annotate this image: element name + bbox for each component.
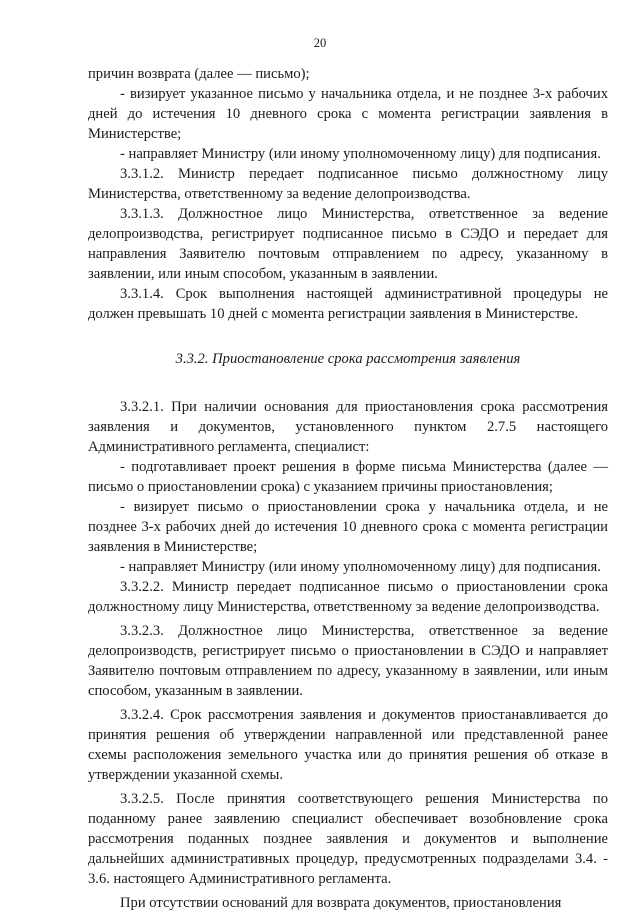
paragraph: 3.3.2.3. Должностное лицо Министерства, ответственное за ведение делопроизводств, регистрирует письмо о приостановлении в СЭДО и направляет Заявителю почтовым отправлением по адресу, указанному в заявлении, или иным способом, указанным в заявлении. bbox=[88, 623, 608, 699]
paragraph: 3.3.1.3. Должностное лицо Министерства, ответственное за ведение делопроизводства, регистрирует подписанное письмо в СЭДО и передает для направления Заявителю почтовым отправлением по адресу, указанному в заявлении, или иным способом, указанным в заявлении. bbox=[88, 206, 608, 282]
paragraph: 3.3.1.4. Срок выполнения настоящей административной процедуры не должен превышать 10 дней с момента регистрации заявления в Министерстве. bbox=[88, 286, 608, 322]
list-item: - подготавливает проект решения в форме письма Министерства (далее — письмо о приостановлении срока) с указанием причины приостановления; bbox=[88, 459, 608, 495]
paragraph: При отсутствии оснований для возврата документов, приостановления bbox=[120, 895, 562, 911]
paragraph: причин возврата (далее — письмо); bbox=[88, 66, 310, 82]
paragraph: 3.3.2.1. При наличии основания для приостановления срока рассмотрения заявления и документов, установленного пунктом 2.7.5 настоящего Административного регламента, специалист: bbox=[88, 399, 608, 455]
document-body bbox=[88, 64, 608, 913]
paragraph: 3.3.2.4. Срок рассмотрения заявления и документов приостанавливается до принятия решения об утверждении направленной или представленной ранее схемы расположения земельного участка или до принятия решения об отказе в утверждении указанной схемы. bbox=[88, 707, 608, 783]
list-item: - визирует указанное письмо у начальника отдела, и не позднее 3-х рабочих дней до истечения 10 дневного срока с момента регистрации заявления в Министерстве; bbox=[88, 86, 608, 142]
page-number: 20 bbox=[313, 36, 327, 50]
list-item: - визирует письмо о приостановлении срока у начальника отдела, и не позднее 3-х рабочих дней до истечения 10 дневного срока с момента регистрации заявления в Министерстве; bbox=[88, 499, 608, 555]
paragraph: 3.3.2.2. Министр передает подписанное письмо о приостановлении срока должностному лицу Министерства, ответственному за ведение делопроизводства. bbox=[88, 579, 608, 615]
section-heading: 3.3.2. Приостановление срока рассмотрения заявления bbox=[175, 351, 521, 367]
list-item: - направляет Министру (или иному уполномоченному лицу) для подписания. bbox=[120, 146, 601, 162]
paragraph: 3.3.1.2. Министр передает подписанное письмо должностному лицу Министерства, ответственному за ведение делопроизводства. bbox=[88, 166, 608, 202]
list-item: - направляет Министру (или иному уполномоченному лицу) для подписания. bbox=[120, 559, 601, 575]
paragraph: 3.3.2.5. После принятия соответствующего решения Министерства по поданному ранее заявлению специалист обеспечивает возобновление срока рассмотрения поданных позднее заявления и документов и выполнение дальнейших административных процедур, предусмотренных подразделами 3.4. - 3.6. настоящего Административного регламента. bbox=[88, 791, 608, 887]
